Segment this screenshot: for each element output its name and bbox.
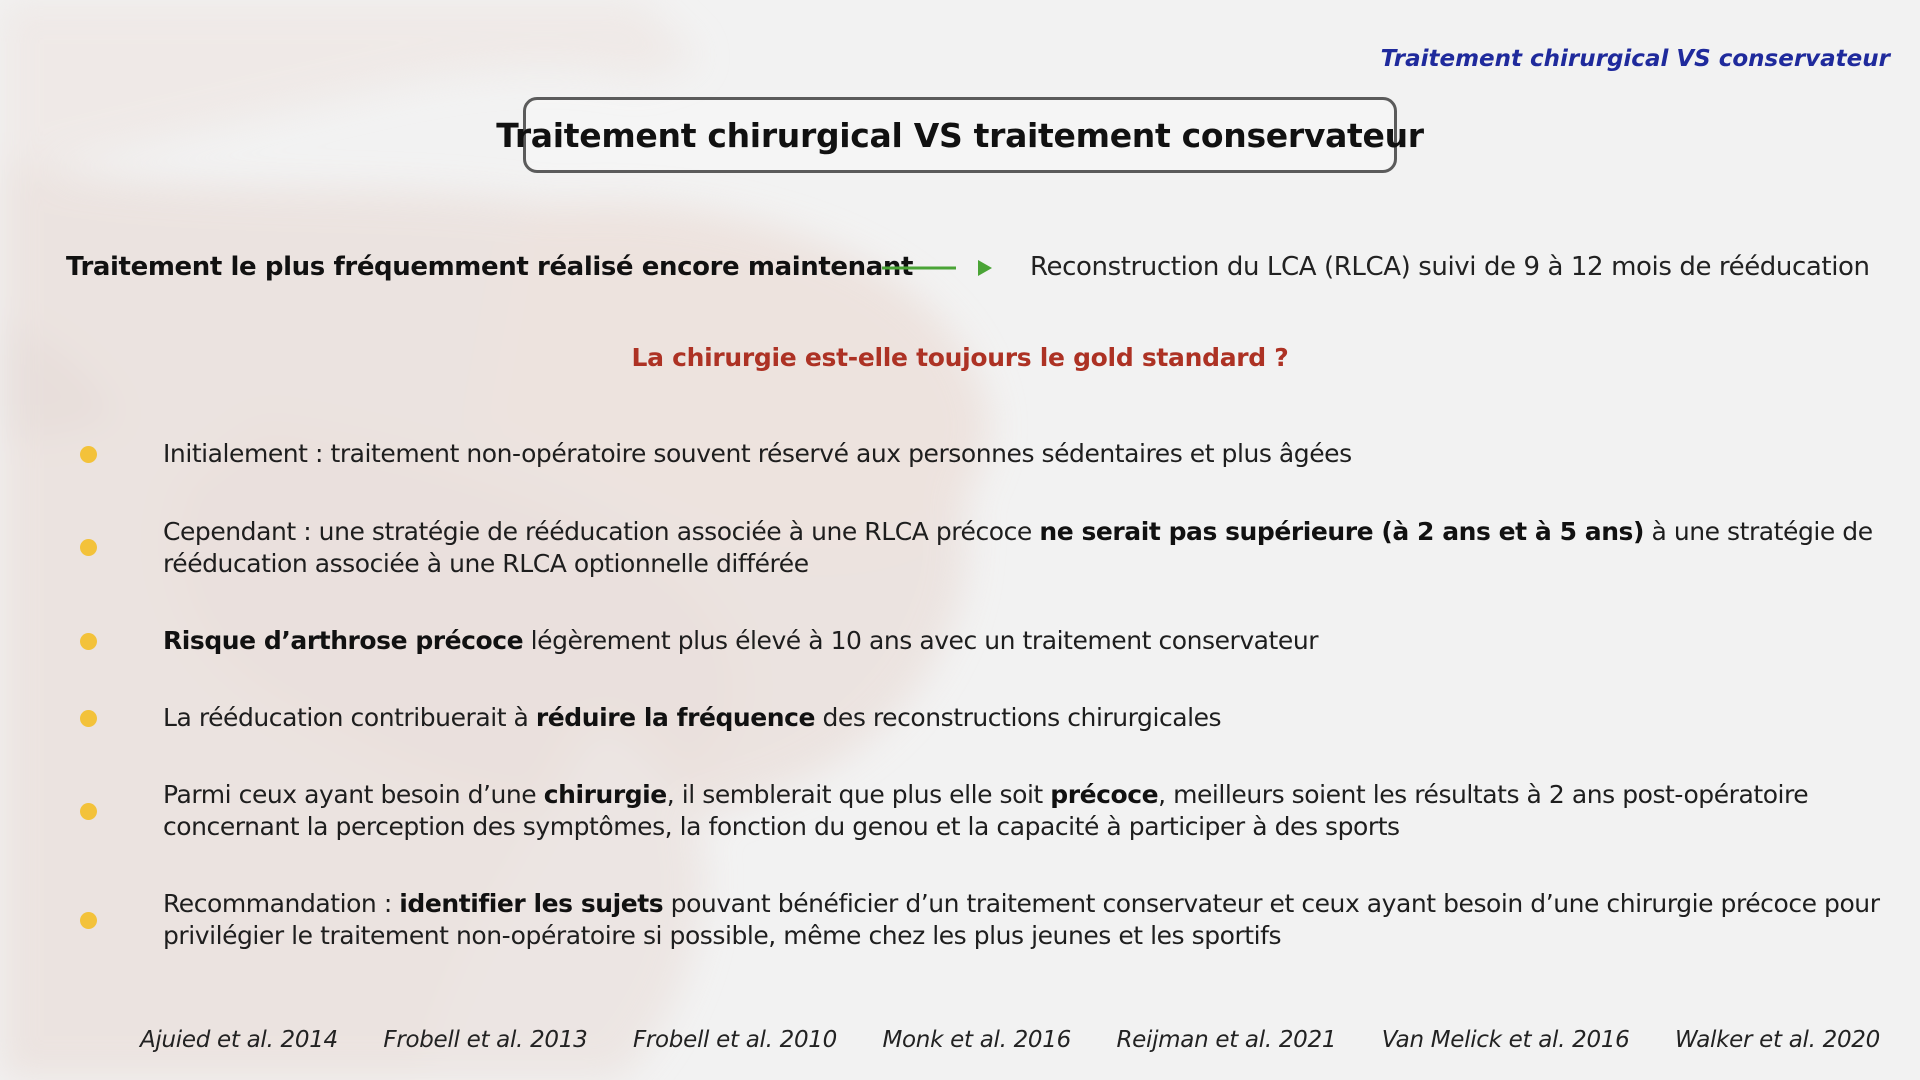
bullet-emphasis: chirurgie: [543, 780, 667, 809]
question-heading: La chirurgie est-elle toujours le gold standard ?: [631, 343, 1289, 372]
reference-item: Frobell et al. 2010: [632, 1027, 837, 1053]
bullet-text: [163, 888, 1920, 952]
lead-right-text: Reconstruction du LCA (RLCA) suivi de 9 à 12 mois de rééducation: [1030, 252, 1870, 282]
lead-left-text: Traitement le plus fréquemment réalisé encore maintenant: [66, 252, 914, 282]
bullet-text: [163, 625, 1920, 657]
arrow-right-icon: [882, 256, 992, 280]
bullet-text: [163, 516, 1920, 580]
bullet-text: [163, 438, 1920, 470]
bullet-emphasis: ne serait pas supérieure (à 2 ans et à 5 ans): [1039, 517, 1644, 546]
reference-item: Monk et al. 2016: [882, 1027, 1071, 1053]
bullet-segment: des reconstructions chirurgicales: [814, 703, 1222, 732]
reference-item: Walker et al. 2020: [1675, 1027, 1880, 1053]
bullet-segment: Parmi ceux ayant besoin d’une: [163, 780, 544, 809]
reference-item: Van Melick et al. 2016: [1381, 1027, 1630, 1053]
reference-item: Ajuied et al. 2014: [140, 1027, 338, 1053]
bullet-segment: Initialement : traitement non-opératoire souvent réservé aux personnes sédentaires et plus âgées: [163, 439, 1352, 468]
bullet-emphasis: Risque d’arthrose précoce: [163, 626, 524, 655]
bullet-segment: pouvant bénéficier d’un traitement conservateur et ceux ayant besoin d’une chirurgie précoce pour privilégier le traitement non-opératoire si possible, même chez les plus jeunes et les sportifs: [163, 889, 1880, 950]
bullet-segment: , il semblerait que plus elle soit: [666, 780, 1051, 809]
bullet-text: [163, 779, 1920, 843]
header-tag: Traitement chirurgical VS conservateur: [1380, 46, 1890, 72]
reference-item: Frobell et al. 2013: [383, 1027, 588, 1053]
bullet-segment: Recommandation :: [163, 889, 400, 918]
bullet-emphasis: précoce: [1050, 780, 1159, 809]
bullet-dot-icon: [80, 446, 97, 463]
bullet-dot-icon: [80, 633, 97, 650]
bullet-segment: à une stratégie de rééducation associée à une RLCA optionnelle différée: [163, 517, 1873, 578]
bullet-emphasis: identifier les sujets: [399, 889, 664, 918]
bullet-emphasis: réduire la fréquence: [535, 703, 815, 732]
page-title: Traitement chirurgical VS traitement conservateur: [496, 115, 1424, 155]
bullet-dot-icon: [80, 539, 97, 556]
bullet-segment: La rééducation contribuerait à: [163, 703, 536, 732]
bullet-text: [163, 702, 1920, 734]
bullet-segment: Cependant : une stratégie de rééducation associée à une RLCA précoce: [163, 517, 1040, 546]
bullet-segment: , meilleurs soient les résultats à 2 ans post-opératoire concernant la perception des symptômes, la fonction du genou et la capacité à participer à des sports: [163, 780, 1809, 841]
bullet-segment: légèrement plus élevé à 10 ans avec un traitement conservateur: [523, 626, 1319, 655]
reference-item: Reijman et al. 2021: [1116, 1027, 1337, 1053]
references: [140, 1027, 1880, 1059]
bullet-dot-icon: [80, 710, 97, 727]
bullet-dot-icon: [80, 912, 97, 929]
lead-row: [66, 250, 1870, 290]
title-box: [496, 97, 1424, 173]
bullet-dot-icon: [80, 803, 97, 820]
